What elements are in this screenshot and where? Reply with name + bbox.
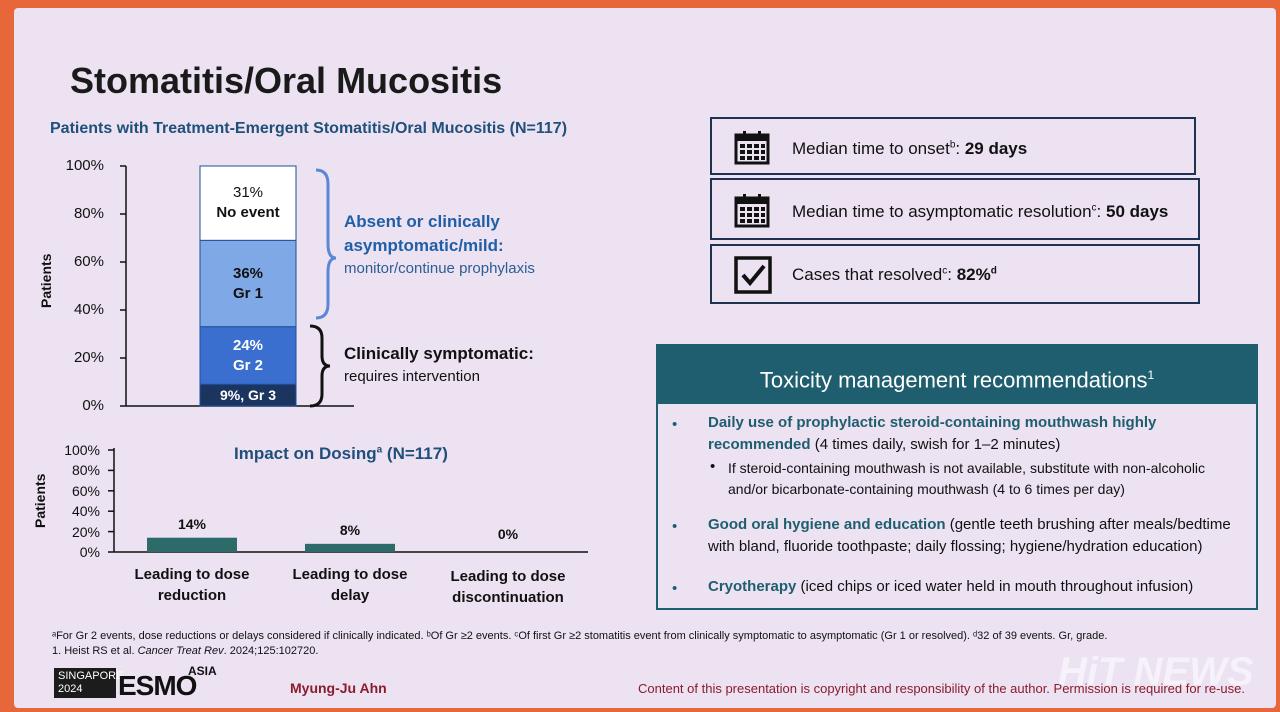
chart2-category-label xyxy=(270,564,430,606)
chart1-tick-label: 0% xyxy=(82,397,104,414)
info-onset-sup: b xyxy=(949,139,956,151)
chart1-segment-label: 9%, Gr 3 xyxy=(219,387,277,404)
info-box-onset xyxy=(710,117,1196,175)
info-onset-text xyxy=(792,139,1027,159)
copyright-notice: Content of this presentation is copyright and responsibility of the author. Permission is required for re-use. xyxy=(638,681,1245,696)
calendar-icon xyxy=(734,192,770,233)
chart2-tick-label: 40% xyxy=(71,503,100,520)
item2-rest-line1: (gentle teeth brushing after meals/bedtime xyxy=(945,516,1231,533)
item3-rest: (iced chips or iced water held in mouth throughout infusion) xyxy=(796,578,1194,595)
watermark-logo: HiT NEWS xyxy=(1058,650,1254,694)
slide xyxy=(14,8,1276,708)
chart2-value-label: 14% xyxy=(177,515,207,532)
toxicity-header-text: Toxicity management recommendations xyxy=(759,367,1148,393)
toxicity-header xyxy=(658,346,1256,404)
info-onset-sep: : xyxy=(955,139,965,158)
info-resolution-text xyxy=(792,202,1168,222)
item1-rest: (4 times daily, swish for 1–2 minutes) xyxy=(810,436,1061,453)
sub1-line1: If steroid-containing mouthwash is not available, substitute with non-alcoholic xyxy=(728,460,1206,476)
toxicity-panel xyxy=(656,344,1258,610)
chart2-category-label xyxy=(428,566,588,608)
info-resolution-sep: : xyxy=(1096,202,1106,221)
chart2-title-suffix: (N=117) xyxy=(382,444,448,463)
item1-highlight-line2: recommended xyxy=(708,436,811,453)
chart1-segment-label xyxy=(200,336,296,376)
item2-highlight: Good oral hygiene and education xyxy=(708,516,946,533)
brace2-note: requires intervention xyxy=(344,368,480,385)
bullet-icon: • xyxy=(672,416,678,433)
chart2-title-text: Impact on Dosing xyxy=(234,444,377,463)
info-resolved-sup: c xyxy=(942,265,948,277)
location-line1: SINGAPORE xyxy=(58,670,124,682)
category-line: Leading to dose xyxy=(134,566,250,583)
chart2-title-sup: a xyxy=(376,444,383,456)
item2-line2: with bland, fluoride toothpaste; daily flossing; hygiene/hydration education) xyxy=(708,538,1203,555)
brace1-heading-line1: Absent or clinically xyxy=(344,212,500,231)
chart1-tick-label: 100% xyxy=(65,157,104,174)
segment-name: Gr 1 xyxy=(232,284,263,302)
bullet-icon: • xyxy=(672,518,678,535)
chart2-tick-label: 100% xyxy=(64,442,100,458)
calendar-icon xyxy=(734,129,770,170)
chart1-tick-label: 40% xyxy=(73,301,104,318)
info-resolved-label: Cases that resolved xyxy=(792,265,943,284)
info-onset-value: 29 days xyxy=(964,139,1028,158)
esmo-logo: ESMO xyxy=(118,670,197,701)
chart2-bar xyxy=(147,538,237,552)
chart2-category-label xyxy=(112,564,272,606)
chart2-value-label: 8% xyxy=(339,521,361,538)
bullet-icon: • xyxy=(672,580,678,597)
category-line: Leading to dose xyxy=(450,568,566,585)
footnote-ref-prefix: 1. Heist RS et al. xyxy=(52,645,138,657)
toxicity-item-hygiene xyxy=(708,514,1252,558)
info-resolved-value-sup: d xyxy=(990,265,997,277)
category-line: reduction xyxy=(157,587,227,604)
info-resolved-sep: : xyxy=(947,265,957,284)
segment-pct: 24% xyxy=(232,336,264,354)
chart2-value-label: 0% xyxy=(497,526,519,542)
item1-highlight-line1: Daily use of prophylactic steroid-containing mouthwash highly xyxy=(708,414,1157,431)
location-line2: 2024 xyxy=(58,683,83,695)
brace1-heading-line2: asymptomatic/mild: xyxy=(344,236,504,255)
toxicity-item-mouthwash xyxy=(708,412,1248,456)
chart1-title: Patients with Treatment-Emergent Stomatitis/Oral Mucositis (N=117) xyxy=(50,120,568,137)
category-line: discontinuation xyxy=(452,589,564,606)
brace2-heading: Clinically symptomatic: xyxy=(344,344,534,363)
info-box-resolution xyxy=(710,178,1200,240)
toxicity-item-cryotherapy xyxy=(708,576,1252,598)
category-line: delay xyxy=(330,587,370,604)
info-resolution-label: Median time to asymptomatic resolution xyxy=(792,202,1092,221)
checkbox-icon xyxy=(734,256,772,299)
info-onset-label: Median time to onset xyxy=(792,139,950,158)
brace1-note: monitor/continue prophylaxis xyxy=(344,260,535,277)
toxicity-subitem-substitute xyxy=(728,458,1252,500)
item3-highlight: Cryotherapy xyxy=(708,578,797,595)
info-resolved-value: 82% xyxy=(956,265,991,284)
chart1-tick-label: 20% xyxy=(73,349,104,366)
segment-name: Gr 2 xyxy=(232,356,263,374)
chart1-segment-label xyxy=(200,264,296,304)
info-box-resolved xyxy=(710,244,1200,304)
toxicity-header-sup: 1 xyxy=(1147,368,1155,382)
congress-location-badge xyxy=(54,668,124,698)
footnote-journal: Cancer Treat Rev xyxy=(137,645,224,657)
chart2-tick-label: 0% xyxy=(79,544,100,560)
sub-bullet-icon: • xyxy=(710,458,716,475)
sub1-line2: and/or bicarbonate-containing mouthwash (4 to 6 times per day) xyxy=(728,481,1125,497)
segment-pct: 31% xyxy=(232,184,264,202)
category-line: Leading to dose xyxy=(292,566,408,583)
chart1-tick-label: 60% xyxy=(73,253,104,270)
chart2-ylabel: Patients xyxy=(32,473,48,528)
page-title: Stomatitis/Oral Mucositis xyxy=(70,60,503,101)
chart2-tick-label: 60% xyxy=(71,482,100,499)
chart1-tick-label: 80% xyxy=(73,205,104,222)
chart1-ylabel: Patients xyxy=(38,253,54,308)
author-name: Myung-Ju Ahn xyxy=(290,680,387,696)
chart2-tick-label: 20% xyxy=(71,523,100,540)
footnote-line1: ᵃFor Gr 2 events, dose reductions or delays considered if clinically indicated. ᵇOf Gr ≥2 events. ᶜOf first Gr ≥2 stomatitis event from clinically symptomatic to asymptomatic (Gr 1 or resolved). ᵈ32 of 39 events. Gr, grade. xyxy=(52,630,1108,642)
chart2-tick-label: 80% xyxy=(71,462,100,479)
footnote-line2 xyxy=(52,645,318,657)
info-resolution-sup: c xyxy=(1091,202,1097,214)
info-resolution-value: 50 days xyxy=(1105,202,1169,221)
info-resolved-text xyxy=(792,265,997,285)
footnote-ref-suffix: . 2024;125:102720. xyxy=(223,645,319,657)
segment-pct: 36% xyxy=(232,264,264,282)
segment-name: No event xyxy=(216,204,280,222)
chart2-bar xyxy=(305,544,395,552)
esmo-asia-label: ASIA xyxy=(188,664,217,678)
chart1-segment-label xyxy=(200,183,296,223)
